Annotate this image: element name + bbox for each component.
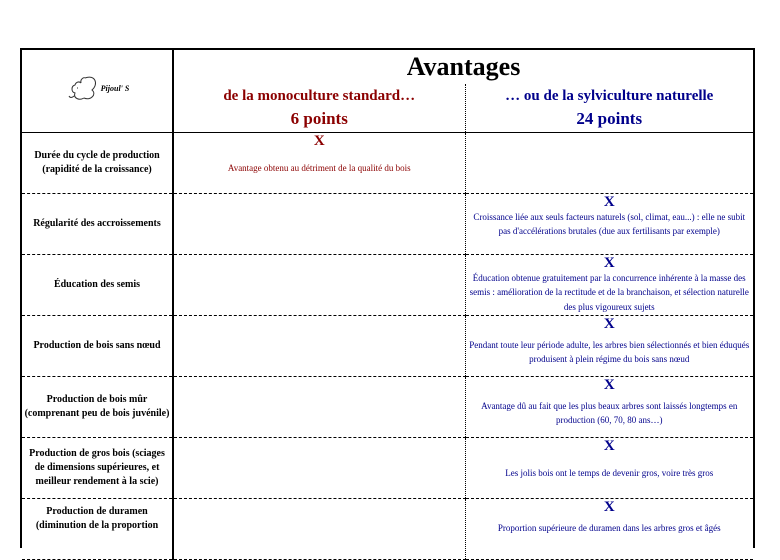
criterion-label: Production de bois mûr (comprenant peu de bois juvénile) [22,377,173,438]
monoculture-points: 6 points [290,108,348,128]
sylviculture-cell [465,438,753,499]
sylviculture-mark: X [603,499,615,515]
sylviculture-cell [465,316,753,377]
criterion-label: Production de bois sans nœud [22,316,173,377]
monoculture-cell [173,499,465,560]
sylviculture-cell [465,133,753,194]
criterion-label: Éducation des semis [22,255,173,316]
sylviculture-mark: X [603,377,615,393]
table-row [22,438,753,499]
criterion-label: Durée du cycle de production (rapidité de la croissance) [22,133,173,194]
sylviculture-note: Avantage dû au fait que les plus beaux arbres sont laissés longtemps en production (60, 70, 80 ans…) [481,401,738,426]
monoculture-cell [173,316,465,377]
sylviculture-cell [465,499,753,560]
sylviculture-mark: X [603,438,615,454]
monoculture-cell [173,377,465,438]
sylviculture-mark: X [603,316,615,332]
sylviculture-note: Proportion supérieure de duramen dans les arbres gros et âgés [497,523,721,533]
logo-cell [22,50,173,133]
monoculture-cell [173,438,465,499]
monoculture-cell [173,255,465,316]
logo-text: Pijoul' S [100,84,130,93]
sylviculture-note: Pendant toute leur période adulte, les arbres bien sélectionnés et bien éduqués produisent à plein régime du bois sans nœud [469,340,750,365]
sylviculture-title: … ou de la sylviculture naturelle [505,87,714,104]
monoculture-header [173,84,465,133]
sylviculture-cell [465,194,753,255]
monoculture-cell [173,133,465,194]
criterion-label: Production de gros bois (sciages de dimensions supérieures, et meilleur rendement à la scie) [22,438,173,499]
monoculture-note: Avantage obtenu au détriment de la qualité du bois [227,163,411,173]
page-title: Avantages [406,52,521,81]
sylviculture-cell [465,377,753,438]
sylviculture-points: 24 points [576,108,643,128]
table-row [22,499,753,560]
logo [65,74,130,104]
advantages-table [22,50,753,560]
squirrel-icon [65,74,99,104]
sylviculture-header [465,84,753,133]
monoculture-mark: X [313,133,325,149]
sylviculture-note: Croissance liée aux seuls facteurs naturels (sol, climat, eau...) : elle ne subit pas d'accélérations brutales (due aux fertilisants par exemple) [473,212,746,237]
advantages-table-sheet [20,48,755,548]
sylviculture-mark: X [603,194,615,210]
criterion-label: Production de duramen (diminution de la proportion [22,499,173,560]
sylviculture-cell [465,255,753,316]
table-row [22,316,753,377]
table-row [22,255,753,316]
sylviculture-note: Les jolis bois ont le temps de devenir gros, voire très gros [505,468,714,478]
table-row [22,377,753,438]
criterion-label: Régularité des accroissements [22,194,173,255]
table-row [22,133,753,194]
sylviculture-note: Éducation obtenue gratuitement par la concurrence inhérente à la masse des semis : amélioration de la rectitude et de la branchaison, et sélection naturelle des plus vigoureux sujets [469,273,749,312]
monoculture-cell [173,194,465,255]
table-row [22,194,753,255]
sylviculture-mark: X [603,255,615,271]
monoculture-title: de la monoculture standard… [223,87,416,104]
